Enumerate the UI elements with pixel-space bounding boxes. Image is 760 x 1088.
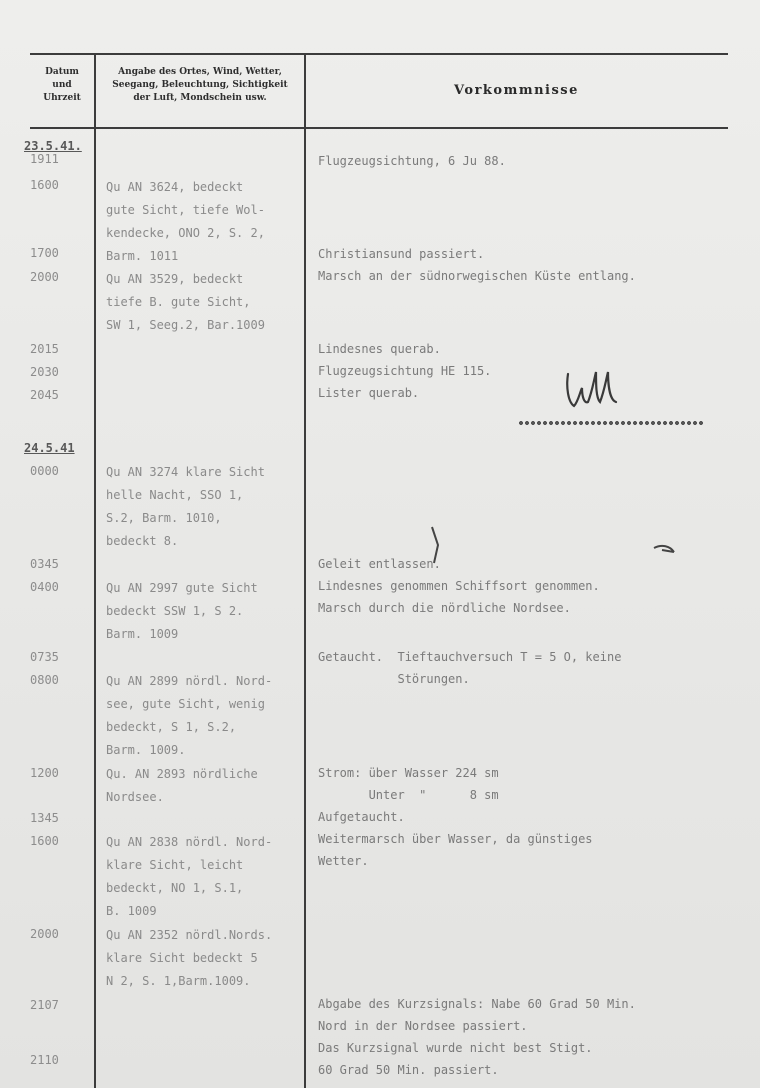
position-weather-entry: Qu AN 2997 gute Sicht bedeckt SSW 1, S 2. Barm. 1009	[106, 581, 258, 641]
entry-time: 1600	[30, 178, 59, 192]
position-weather-entry: Qu AN 2899 nördl. Nord- see, gute Sicht, wenig bedeckt, S 1, S.2, Barm. 1009.	[106, 674, 273, 757]
entry-time: 0000	[30, 464, 59, 478]
entry-time: 0800	[30, 673, 59, 687]
header-bottom-rule	[30, 127, 728, 129]
entry-time: 0735	[30, 650, 59, 664]
entry-time: 2110	[30, 1053, 59, 1067]
event-entry: Christiansund passiert. Marsch an der südnorwegischen Küste entlang.	[318, 247, 636, 283]
position-weather-entry: Qu AN 3624, bedeckt gute Sicht, tiefe Wol- kendecke, ONO 2, S. 2, Barm. 1011	[106, 180, 265, 263]
entry-time: 2000	[30, 927, 59, 941]
entry-time: 1200	[30, 766, 59, 780]
position-weather-entry: Qu AN 2838 nördl. Nord- klare Sicht, leicht bedeckt, NO 1, S.1, B. 1009	[106, 835, 273, 918]
entry-time: 0400	[30, 580, 59, 594]
signature-dotted-line	[518, 420, 704, 426]
entry-time: 1700	[30, 246, 59, 260]
event-entry: Flugzeugsichtung, 6 Ju 88.	[318, 154, 506, 168]
column-divider-1	[94, 55, 96, 1088]
entry-time: 1345	[30, 811, 59, 825]
entry-time: 2015	[30, 342, 59, 356]
header-place-weather: Angabe des Ortes, Wind, Wetter, Seegang, Beleuchtung, Sichtigkeit der Luft, Mondschein usw.	[112, 67, 288, 103]
entry-time: 1600	[30, 834, 59, 848]
entry-time: 2030	[30, 365, 59, 379]
position-weather-entry: Qu. AN 2893 nördliche Nordsee.	[106, 767, 258, 804]
entry-time: 1911	[30, 152, 59, 166]
event-entry: Lindesnes querab. Flugzeugsichtung HE 115. Lister querab.	[318, 342, 492, 400]
date-heading: 23.5.41.	[24, 139, 82, 153]
header-date-time: Datum und Uhrzeit	[43, 67, 81, 103]
event-entry: Abgabe des Kurzsignals: Nabe 60 Grad 50 Min. Nord in der Nordsee passiert. Das Kurzsignal wurde nicht best Stigt. 60 Grad 50 Min. passiert.	[318, 997, 636, 1077]
signature-mark	[560, 362, 630, 412]
event-entry: Getaucht. Tieftauchversuch T = 5 O, keine Störungen.	[318, 650, 622, 686]
entry-time: 2045	[30, 388, 59, 402]
position-weather-entry: Qu AN 2352 nördl.Nords. klare Sicht bedeckt 5 N 2, S. 1,Barm.1009.	[106, 928, 273, 988]
entry-time: 0345	[30, 557, 59, 571]
pen-stroke-mark	[424, 525, 454, 565]
entry-time: 2000	[30, 270, 59, 284]
entry-time: 2107	[30, 998, 59, 1012]
top-rule	[30, 53, 728, 55]
event-entry: Strom: über Wasser 224 sm Unter " 8 sm	[318, 766, 499, 802]
position-weather-entry: Qu AN 3274 klare Sicht helle Nacht, SSO 1, S.2, Barm. 1010, bedeckt 8.	[106, 465, 265, 548]
pen-hook-mark	[652, 542, 678, 562]
position-weather-entry: Qu AN 3529, bedeckt tiefe B. gute Sicht, SW 1, Seeg.2, Bar.1009	[106, 272, 265, 332]
date-heading: 24.5.41	[24, 441, 75, 455]
header-events: Vorkommnisse	[454, 83, 579, 98]
event-entry: Geleit entlassen. Lindesnes genommen Schiffsort genommen. Marsch durch die nördliche Nordsee.	[318, 557, 600, 615]
event-entry: Aufgetaucht. Weitermarsch über Wasser, da günstiges Wetter.	[318, 810, 593, 868]
